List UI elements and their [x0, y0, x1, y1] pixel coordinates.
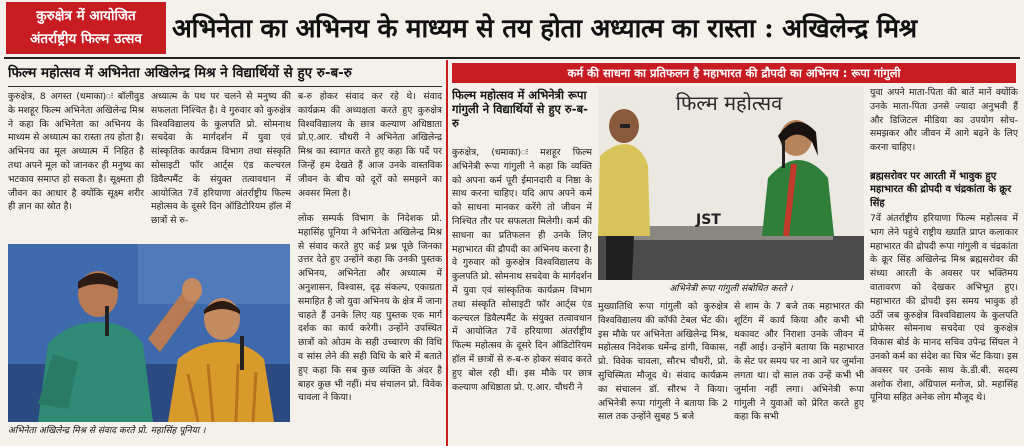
right-col4-b	[870, 212, 1018, 442]
right-col3-text: से शाम के 7 बजे तक महाभारत की शूटिंग में कार्य किया और कभी भी थकावट और निराशा उनके जीवन में नहीं आई। उन्होंने बताया कि महाभारत के सेट पर समय पर ना आने पर जुर्माना लगता था। दो साल तक उन्हें कभी भी जुर्माना नहीं लगा। अभिनेत्री रूपा गांगुली ने युवाओं को प्रेरित करते हुए कहा कि सभी	[734, 301, 864, 423]
right-photo	[598, 86, 864, 280]
right-subhead: फिल्म महोत्सव में अभिनेत्री रूपा गांगुली ने विद्यार्थियों से हुए रु-ब-रु	[452, 88, 588, 130]
right-photo-caption: अभिनेत्री रूपा गांगुली संबोधित करते ।	[669, 284, 793, 294]
left-col2-text: अध्यात्म के पथ पर चलने से मनुष्य की सफलता निश्चित है। वे गुरुवार को कुरुक्षेत्र विश्वविद्यालय के कुलपति प्रो. सोमनाथ सचदेवा के मार्गदर्शन में युवा एवं सांस्कृतिक कार्यक्रम विभाग तथा संस्कृति सोसाइटी फॉर आर्ट्स एंड कल्चरल डिवैल्पमैंट के संयुक्त तत्वावधान में आयोजित 7वें हरियाणा अंतर्राष्ट्रीय फिल्म महोत्सव के दूसरे दिन ऑडिटोरियम हॉल में छात्रों से रु-	[151, 91, 291, 227]
event-tag	[6, 2, 166, 54]
right-col4-subhead: ब्रह्मसरोवर पर आरती में भावुक हुए महाभारत की द्रोपदी व चंद्रकांता के क्रूर सिंह	[870, 171, 1012, 209]
photo-logo: JST	[696, 212, 721, 228]
left-col3-text: ब-रु होकर संवाद कर रहे थे। संवाद कार्यक्रम की अध्यक्षता करते हुए कुरुक्षेत्र विश्वविद्यालय के छात्र कल्याण अधिष्ठाता प्रो.ए.आर. चौधरी ने अभिनेता अखिलेन्द्र मिश्र का स्वागत करते हुए कहा कि पर्दे पर जिन्हें हम देखते हैं आज उनके वास्तविक जीवन के बीच को दूरों को समझने का अवसर मिला है।	[298, 91, 442, 199]
left-headline: फिल्म महोत्सव में अभिनेता अखिलेन्द्र मिश्र ने विद्यार्थियों से हुए रु-ब-रु	[8, 65, 352, 81]
left-col1-text: कुरुक्षेत्र, 8 अगस्त (धमाका)ः बॉलीवुड के मशहूर फिल्म अभिनेता अखिलेन्द्र मिश्र ने कहा कि अभिनेता का अभिनय के माध्यम से अध्यात्म का रास्ता तय होता है। अभिनय का मूल अध्यात्म में निहित है तथा अपने मूल को जानकर ही मनुष्य का भटकाव समाप्त हो सकता है। सूक्ष्मता ही जीवन का आधार है क्योंकि सूक्ष्म शरीर ही ज्ञान का स्रोत है।	[8, 91, 144, 213]
right-col3	[734, 300, 864, 442]
left-col2	[151, 90, 291, 242]
right-col2-text: मुख्यातिथि रूपा गांगुली को कुरुक्षेत्र विश्वविद्यालय की कॉफी टेबल भेंट की। इस मौके पर अभिनेता अखिलेन्द्र मिश्र, महोत्सव निदेशक धर्मेन्द्र डांगी, विकास, प्रो. विवेक चावला, सौरभ चौधरी, प्रो. सुचिस्मिता मौजूद थे। संवाद कार्यक्रम का संचालन डॉ. सौरभ ने किया। अभिनेत्री रूपा गांगुली ने बताया कि 2 साल तक उन्होंने सुबह 5 बजे	[598, 301, 728, 423]
right-col1-text: कुरुक्षेत्र, (धमाका)ः मशहूर फिल्म अभिनेत्री रूपा गांगुली ने कहा कि व्यक्ति को अपना कर्म पूरी ईमानदारी व निष्ठा के साथ करना चाहिए। यदि आप अपने कर्म को साधना मानकर करेंगे तो जीवन में निश्चित तौर पर सफलता मिलेगी। कर्म की साधना का प्रतिफलन ही उनके लिए महाभारत की द्रौपदी का अभिनय करना है। वे गुरुवार को कुरुक्षेत्र विश्वविद्यालय के कुलपति प्रो. सोमनाथ सचदेवा के मार्गदर्शन में युवा एवं सांस्कृतिक कार्यक्रम विभाग तथा संस्कृति सोसाइटी फॉर आर्ट्स एंड कल्चरल डिवैल्पमैंट के संयुक्त तत्वावधान में आयोजित 7वें हरियाणा अंतर्राष्ट्रीय फिल्म महोत्सव के दूसरे दिन ऑडिटोरियम हॉल में छात्रों से रु-ब-रु होकर संवाद करते हुए बोल रही थीं। इस मौके पर छात्र कल्याण अधिष्ठाता प्रो. ए.आर. चौधरी ने	[452, 147, 592, 393]
photo-banner-text: फिल्म महोत्सव	[675, 91, 783, 115]
right-col4	[870, 86, 1018, 168]
banner-rule	[4, 57, 1020, 59]
left-photo-caption: अभिनेता अखिलेन्द्र मिश्र से संवाद करते प्रो. महासिंह पूनिया ।	[8, 426, 206, 436]
right-col4-text: युवा अपने माता-पिता की बातें मानें क्योंकि उनके माता-पिता उनसे ज्यादा अनुभवी हैं और डिजिटल मीडिया का उपयोग सोच-समझकर और जीवन में आगे बढ़ने के लिए करना चाहिए।	[870, 87, 1018, 154]
left-col-a	[298, 212, 442, 442]
right-col2	[598, 300, 728, 442]
left-col-a-text: लोक सम्पर्क विभाग के निदेशक प्रो. महासिंह पूनिया ने अभिनेता अखिलेन्द्र मिश्र से संवाद करते हुए कई प्रश्न पूछे जिनका उत्तर देते हुए उन्होंने कहा कि उनकी पुस्तक अभिनय, अभिनेता और अध्यात्म में अनुशासन, विश्वास, दृढ़ संकल्प, एकाग्रता समाहित है जो युवा अभिनय के क्षेत्र में जाना चाहते हैं उनके लिए यह पुस्तक एक मार्ग दर्शक का कार्य करेगी। उन्होंने उपस्थित छात्रों को ओउम के सही उच्चारण की विधि व सांस लेने की सही विधि के बारे में बताते हुए कहा कि सब कुछ व्यक्ति के अंदर है बाहर कुछ भी नहीं। मंच संचालन प्रो. विवेक चावला ने किया।	[298, 213, 442, 404]
main-headline: अभिनेता का अभिनय के माध्यम से तय होता अध्यात्म का रास्ता : अखिलेन्द्र मिश्र	[172, 14, 917, 44]
event-tag-line1: कुरुक्षेत्र में आयोजित	[36, 8, 136, 24]
left-headline-rule	[8, 86, 442, 87]
right-col1	[452, 146, 592, 442]
speakers-illustration	[8, 244, 290, 422]
event-tag-line2: अंतर्राष्ट्रीय फिल्म उत्सव	[30, 31, 142, 47]
left-col1	[8, 90, 144, 242]
right-headline: कर्म की साधना का प्रतिफलन है महाभारत की द्रौपदी का अभिनय : रूपा गांगुली	[452, 63, 1016, 83]
right-col4-b-text: 7वें अंतर्राष्ट्रीय हरियाणा फिल्म महोत्सव में भाग लेने पहुंचे राष्ट्रीय ख्याति प्राप्त कलाकार महाभारत की द्रोपदी रूपा गांगुली व चंद्रकांता के क्रूर सिंह अखिलेन्द्र मिश्र ब्रह्मसरोवर की संध्या आरती के अवसर पर भक्तिमय वातावरण को देखकर अभिभूत हुए। महाभारत की द्रोपदी इस समय भावुक हो उठीं जब कुरुक्षेत्र विश्वविद्यालय के कुलपति प्रोफेसर सोमनाथ सचदेवा एवं कुरुक्षेत्र विकास बोर्ड के मानद सचिव उपेन्द्र सिंघल ने उनको कर्म का संदेश का चित्र भेंट किया। इस अवसर पर उनके साथ के.डी.बी. सदस्य अशोक रोशा, अंग्रिपाल मनोज, प्रो. महासिंह पूनिया सहित अनेक लोग मौजूद थे।	[870, 213, 1018, 404]
left-photo	[8, 244, 290, 422]
